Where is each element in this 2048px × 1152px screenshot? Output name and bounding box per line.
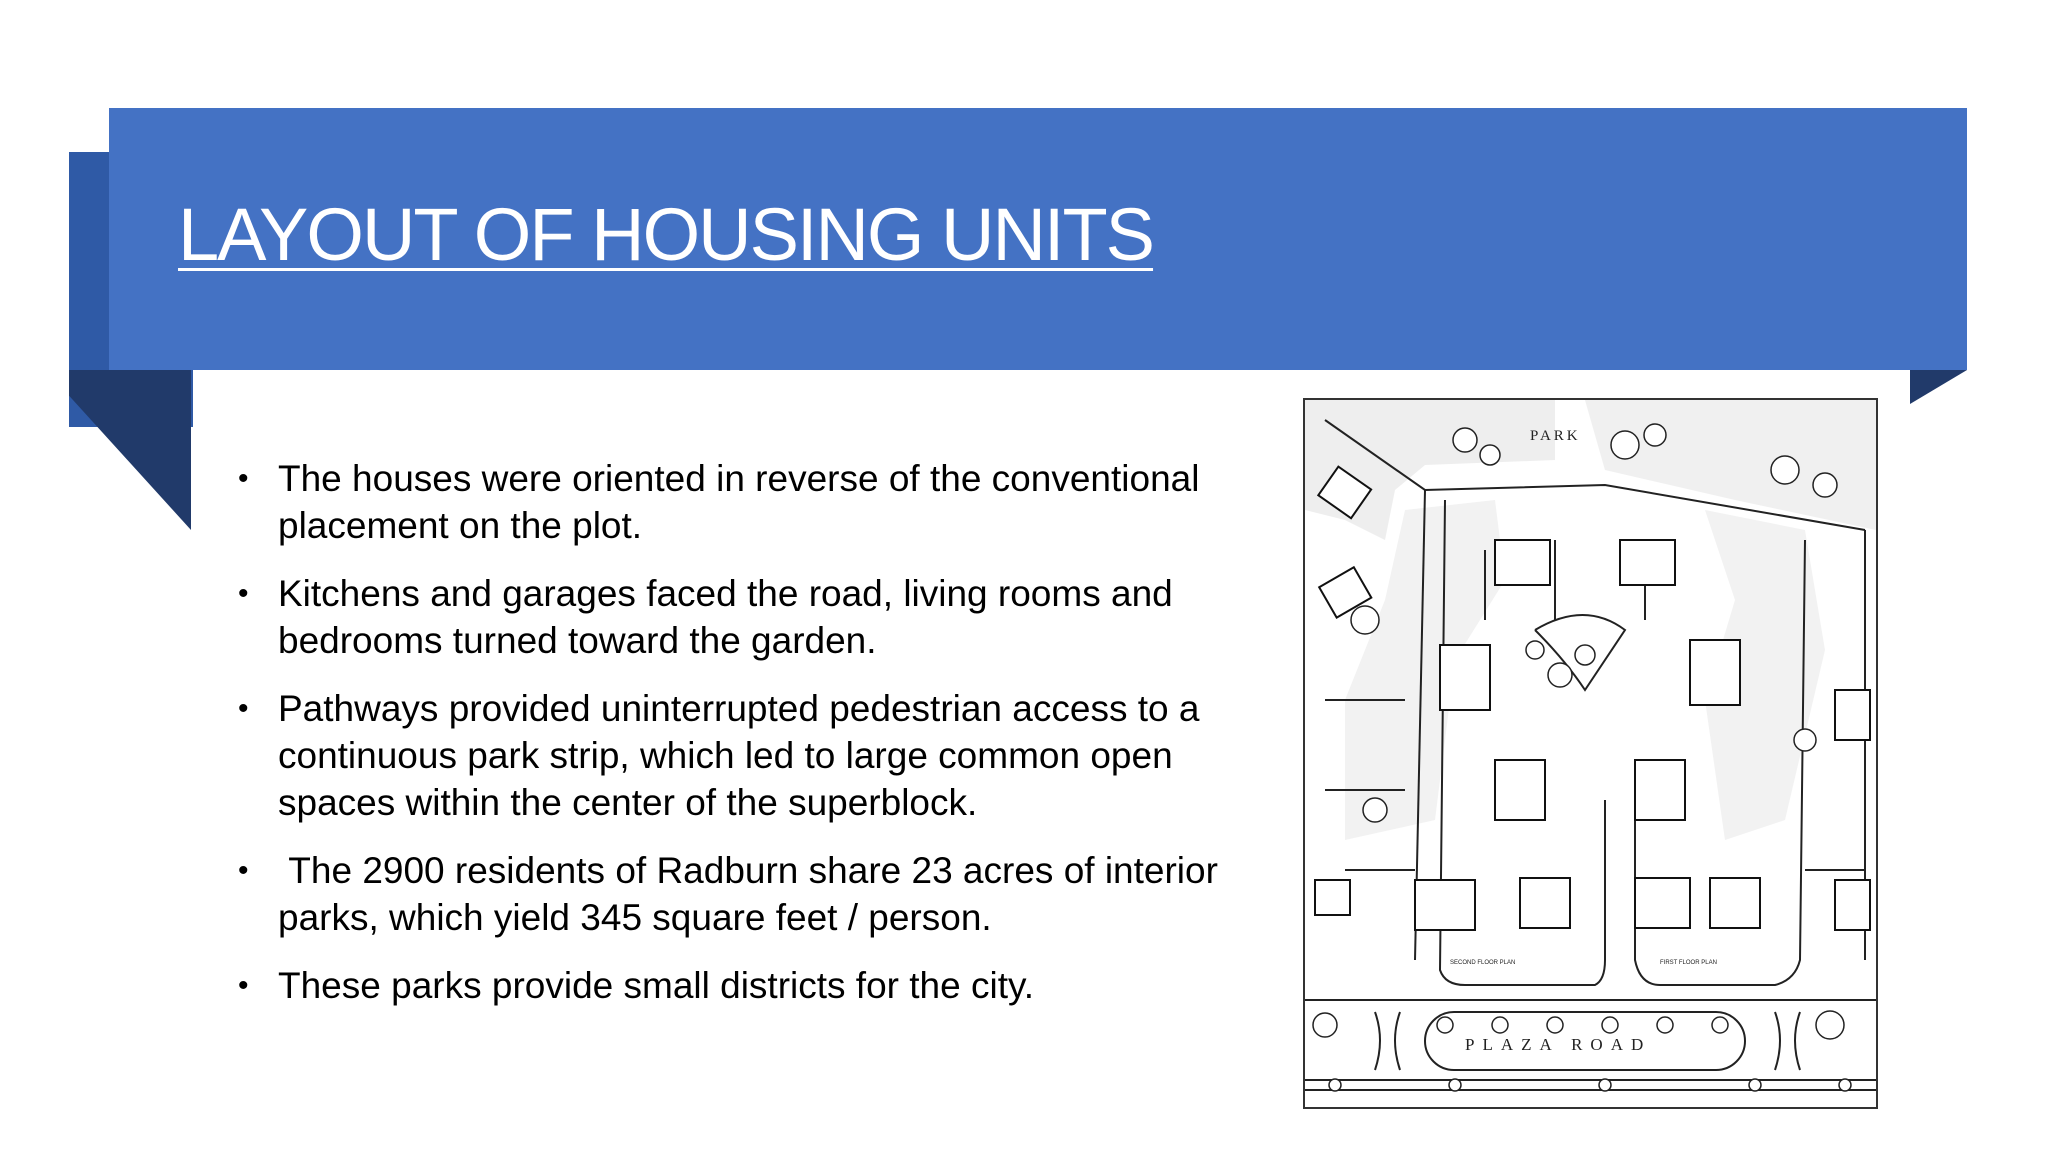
first-floor-plan-label: FIRST FLOOR PLAN — [1660, 960, 1717, 966]
bullet-glyph: • — [238, 692, 249, 725]
bullet-text: Kitchens and garages faced the road, living rooms and bedrooms turned toward the garden. — [278, 573, 1173, 661]
bullet-glyph: • — [238, 462, 249, 495]
bullet-item — [238, 455, 1278, 549]
bullet-glyph: • — [238, 577, 249, 610]
bullet-list — [238, 455, 1278, 1030]
bullet-text: These parks provide small districts for the city. — [278, 965, 1035, 1006]
plaza-road-label: PLAZA ROAD — [1465, 1035, 1652, 1054]
bullet-item — [238, 570, 1278, 664]
bullet-item — [238, 685, 1278, 826]
bullet-text: The houses were oriented in reverse of the conventional placement on the plot. — [278, 458, 1200, 546]
slide-title: LAYOUT OF HOUSING UNITS — [178, 193, 1154, 276]
park-label: PARK — [1530, 428, 1581, 444]
bullet-glyph: • — [238, 854, 249, 887]
bullet-item — [238, 847, 1278, 941]
ribbon-fold-dark — [69, 370, 191, 530]
bullet-text: Pathways provided uninterrupted pedestrian access to a continuous park strip, which led to large common open spaces within the center of the superblock. — [278, 688, 1200, 823]
bullet-glyph: • — [238, 969, 249, 1002]
second-floor-plan-label: SECOND FLOOR PLAN — [1450, 960, 1516, 966]
ribbon-right-tail — [1910, 370, 1967, 404]
radburn-site-plan-image — [1303, 398, 1878, 1109]
bullet-text: The 2900 residents of Radburn share 23 acres of interior parks, which yield 345 square feet / person. — [278, 850, 1229, 938]
site-plan-drawing — [1305, 400, 1876, 1107]
bullet-item — [238, 962, 1278, 1009]
